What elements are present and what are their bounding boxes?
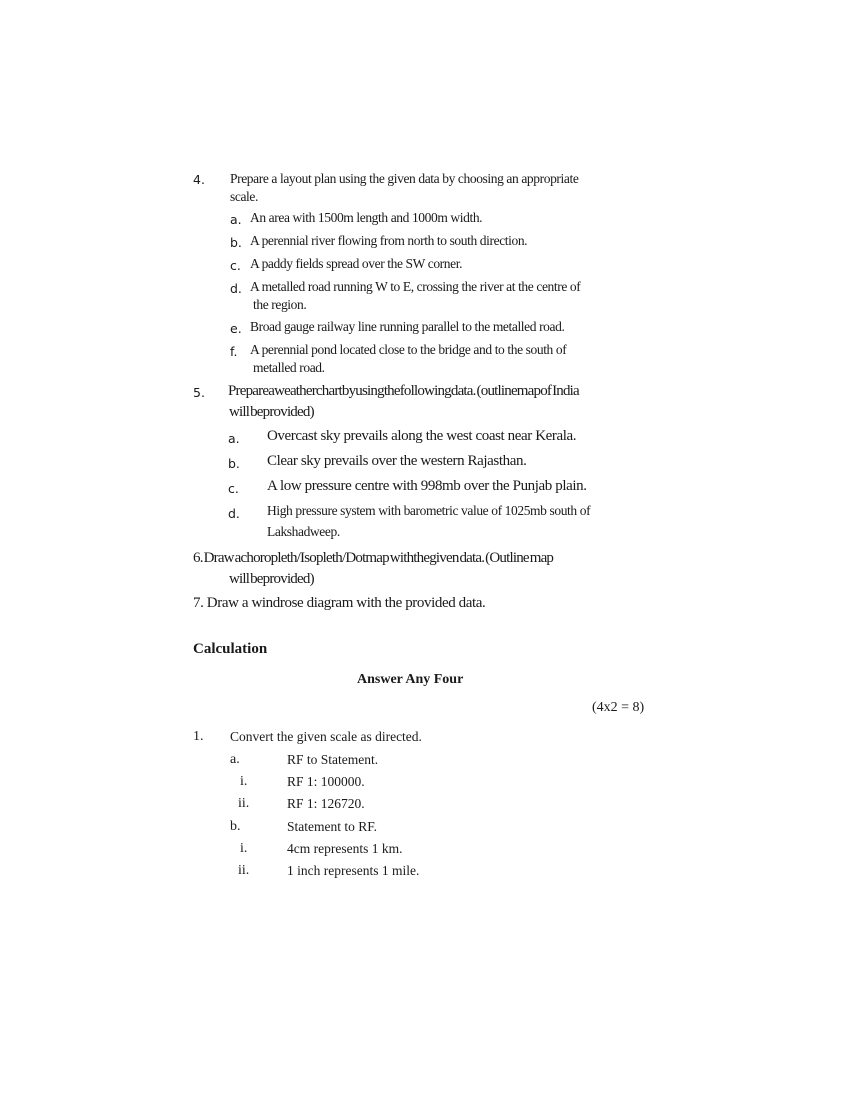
q7-text: 7. Draw a windrose diagram with the provided data. bbox=[193, 595, 486, 611]
calc-q1-b-label: b. bbox=[230, 819, 241, 834]
q5-item-d-label: d. bbox=[228, 506, 240, 521]
calc-q1-a-text: RF to Statement. bbox=[287, 752, 379, 767]
q4-item-f-text-line2: metalled road. bbox=[253, 360, 325, 375]
calc-q1-b-text: Statement to RF. bbox=[287, 819, 378, 834]
q4-item-c-text: A paddy fields spread over the SW corner. bbox=[250, 256, 463, 271]
calc-q1-a-i-label: i. bbox=[240, 774, 248, 789]
q4-item-d-label: d. bbox=[230, 281, 242, 296]
q5-item-b-label: b. bbox=[228, 456, 240, 471]
q5-text-line2: will beprovided) bbox=[229, 404, 314, 420]
q5-number: 5. bbox=[193, 385, 205, 400]
calc-q1-b-ii-label: ii. bbox=[238, 863, 250, 878]
calc-q1-a-i-text: RF 1: 100000. bbox=[287, 774, 365, 789]
q6-text-line1: 6. Draw achoropleth/Isopleth/Dotmap withthegiven data. (Outline map bbox=[193, 550, 554, 566]
calc-q1-a-ii-text: RF 1: 126720. bbox=[287, 796, 365, 811]
q4-item-a-text: An area with 1500m length and 1000m width. bbox=[250, 210, 483, 225]
calc-q1-b-ii-text: 1 inch represents 1 mile. bbox=[287, 863, 420, 878]
q4-number: 4. bbox=[193, 172, 205, 187]
q4-item-e-text: Broad gauge railway line running parallel to the metalled road. bbox=[250, 319, 565, 334]
q5-item-c-label: c. bbox=[228, 481, 239, 496]
q4-item-a-label: a. bbox=[230, 212, 242, 227]
calc-q1-a-label: a. bbox=[230, 752, 240, 767]
q5-item-c-text: A low pressure centre with 998mb over the Punjab plain. bbox=[267, 478, 587, 494]
calc-q1-b-i-label: i. bbox=[240, 841, 248, 856]
calculation-subheading: Answer Any Four bbox=[357, 672, 464, 687]
q4-item-f-text-line1: A perennial pond located close to the bridge and to the south of bbox=[250, 342, 567, 357]
calc-q1-text: Convert the given scale as directed. bbox=[230, 729, 422, 744]
q5-item-d-text-line2: Lakshadweep. bbox=[267, 524, 340, 539]
calculation-marks: (4x2 = 8) bbox=[592, 700, 645, 715]
q4-text-line1: Prepare a layout plan using the given data by choosing an appropriate bbox=[230, 171, 579, 186]
calc-q1-a-ii-label: ii. bbox=[238, 796, 250, 811]
q4-item-c-label: c. bbox=[230, 258, 241, 273]
q4-item-d-text-line1: A metalled road running W to E, crossing the river at the centre of bbox=[250, 279, 581, 294]
q5-item-a-label: a. bbox=[228, 431, 240, 446]
calculation-heading: Calculation bbox=[193, 641, 268, 657]
q5-item-d-text-line1: High pressure system with barometric value of 1025mb south of bbox=[267, 503, 591, 518]
q4-item-e-label: e. bbox=[230, 321, 242, 336]
q5-item-b-text: Clear sky prevails over the western Rajasthan. bbox=[267, 453, 527, 469]
q4-item-f-label: f. bbox=[230, 344, 238, 359]
calc-q1-number: 1. bbox=[193, 729, 204, 744]
q5-text-line1: Prepareaweatherchartbyusingthefollowingdata. (outlinemapof India bbox=[228, 383, 579, 399]
calc-q1-b-i-text: 4cm represents 1 km. bbox=[287, 841, 403, 856]
q5-item-a-text: Overcast sky prevails along the west coast near Kerala. bbox=[267, 428, 577, 444]
q4-item-b-label: b. bbox=[230, 235, 242, 250]
q4-item-d-text-line2: the region. bbox=[253, 297, 307, 312]
q4-text-line2: scale. bbox=[230, 189, 258, 204]
q6-text-line2: will beprovided) bbox=[229, 571, 314, 587]
q4-item-b-text: A perennial river flowing from north to south direction. bbox=[250, 233, 528, 248]
